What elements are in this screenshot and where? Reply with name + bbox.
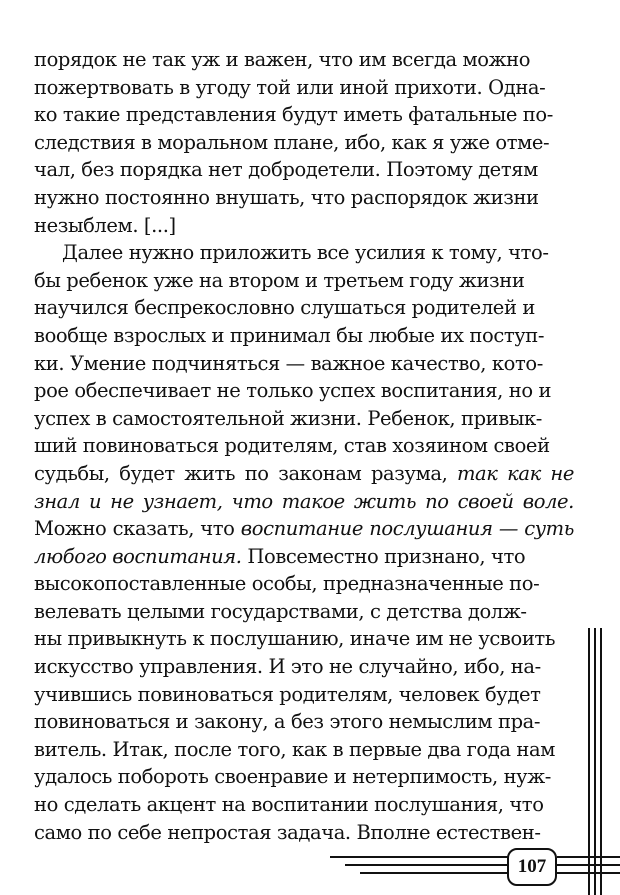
footer-rule: [330, 856, 508, 858]
footer-rule: [557, 864, 620, 866]
text-line: бы ребенок уже на втором и третьем году жизни: [34, 268, 525, 292]
text-line: порядок не так уж и важен, что им всегда можно: [34, 48, 531, 71]
text-line: следствия в моральном плане, ибо, как я уже отме-: [34, 130, 550, 154]
text-line: ший повиноваться родителям, став хозяином своей: [34, 434, 550, 458]
page-number: 107: [507, 848, 557, 886]
paragraph-2: [34, 239, 574, 846]
text-line: успех в самостоятельной жизни. Ребенок, привык-: [34, 406, 542, 430]
text-line: велевать целыми государствами, с детства долж-: [34, 599, 527, 623]
margin-rule: [588, 628, 590, 895]
text-line: нужно постоянно внушать, что распорядок жизни: [34, 185, 539, 209]
footer-rule: [345, 864, 508, 866]
text-line: ко такие представления будут иметь фатальные по-: [34, 103, 553, 127]
text-line: удалось побороть своенравие и нетерпимость, нуж-: [34, 765, 551, 789]
margin-rule: [594, 628, 596, 895]
text-line: учившись повиноваться родителям, человек будет: [34, 682, 541, 706]
text-line: чал, без порядка нет добродетели. Поэтому детям: [34, 158, 538, 182]
footer-rule: [557, 872, 620, 874]
text-line: судьбы, будет жить по законам разума,: [34, 461, 448, 485]
text-line: Можно сказать, что: [34, 517, 235, 541]
text-line: вообще взрослых и принимал бы любые их поступ-: [34, 323, 545, 347]
footer-rule: [360, 872, 508, 874]
text-line: высокопоставленные особы, предназначенные по-: [34, 572, 540, 596]
text-line: пожертвовать в угоду той или иной прихоти. Одна-: [34, 75, 546, 99]
text-line: само по себе непростая задача. Вполне естествен-: [34, 820, 541, 844]
text-line: Повсеместно признано, что: [247, 544, 526, 568]
text-line: рое обеспечивает не только успех воспитания, но и: [34, 379, 552, 403]
text-line: незыблем. [...]: [34, 213, 176, 237]
page-body-text: [34, 46, 574, 846]
text-line: но сделать акцент на воспитании послушания, что: [34, 793, 544, 817]
footer-rule: [557, 856, 620, 858]
margin-rule: [600, 628, 602, 895]
text-line: витель. Итак, после того, как в первые два года нам: [34, 737, 555, 761]
paragraph-1: [34, 46, 574, 239]
italic-emphasis: воспитание послушания — суть любого воспитания.: [34, 517, 574, 568]
text-line: Далее нужно приложить все усилия к тому, что-: [62, 241, 549, 265]
text-line: ны привыкнуть к послушанию, иначе им не усвоить: [34, 627, 556, 651]
text-line: искусство управления. И это не случайно, ибо, на-: [34, 655, 541, 679]
italic-emphasis: так как не знал и не узнает, что такое жить по своей воле.: [34, 461, 574, 513]
text-line: научился беспрекословно слушаться родителей и: [34, 296, 535, 320]
text-line: повиноваться и закону, а без этого немыслим пра-: [34, 710, 541, 734]
text-line: ки. Умение подчиняться — важное качество, кото-: [34, 351, 543, 375]
